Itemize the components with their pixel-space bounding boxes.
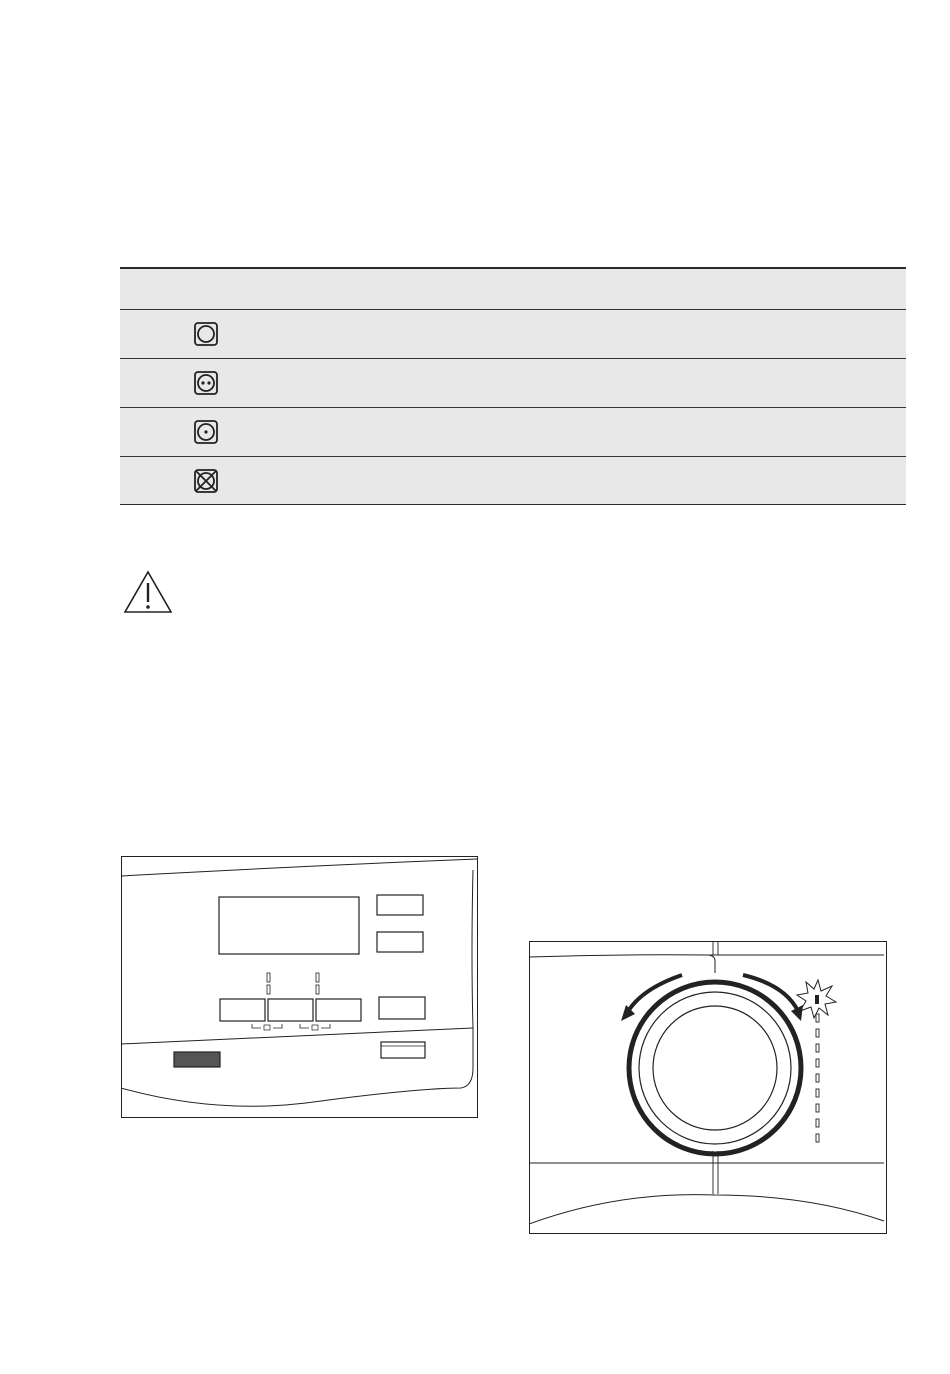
tumble-dry-icon — [194, 322, 218, 346]
program-dial-illustration — [529, 941, 887, 1234]
table-row — [120, 359, 906, 408]
care-label-table — [120, 267, 906, 505]
tumble-dry-normal-temp-icon — [194, 371, 218, 395]
warning-triangle-icon — [123, 570, 173, 614]
table-row — [120, 408, 906, 457]
table-row — [120, 457, 906, 504]
tumble-dry-low-temp-icon — [194, 420, 218, 444]
do-not-tumble-dry-icon — [194, 469, 218, 493]
control-panel-illustration — [121, 856, 478, 1118]
table-header — [120, 269, 906, 310]
table-row — [120, 310, 906, 359]
